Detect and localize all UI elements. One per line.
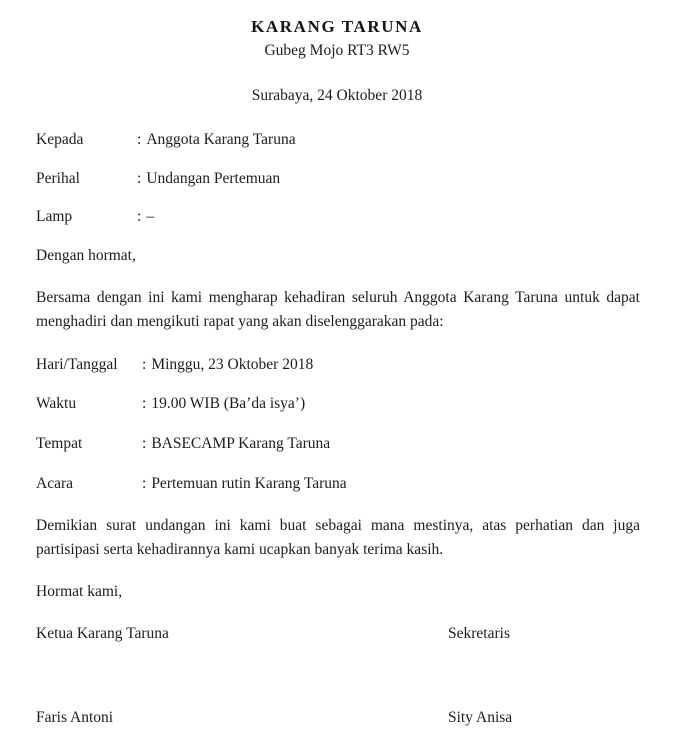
organization-title: KARANG TARUNA — [251, 17, 423, 36]
signature-name-left: Faris Antoni — [36, 709, 114, 727]
signature-title-left: Ketua Karang Taruna — [36, 625, 169, 643]
field-separator: : — [142, 355, 147, 373]
field-value-perihal: Undangan Pertemuan — [146, 169, 281, 187]
signature-titles-row — [36, 625, 674, 643]
field-value-kepada: Anggota Karang Taruna — [146, 131, 296, 149]
signature-block — [0, 625, 674, 727]
field-row-tempat — [36, 435, 674, 454]
field-row-waktu — [36, 395, 674, 414]
body-paragraph: Bersama dengan ini kami mengharap kehadiran seluruh Anggota Karang Taruna untuk dapat menghadiri dan mengikuti rapat yang akan diselenggarakan pada: — [36, 288, 640, 330]
field-separator: : — [137, 208, 142, 226]
field-row-lamp — [36, 208, 674, 227]
field-separator: : — [142, 435, 147, 453]
field-value-tempat: BASECAMP Karang Taruna — [151, 435, 331, 453]
letterhead — [0, 0, 674, 62]
field-value-waktu: 19.00 WIB (Ba’da isya’) — [151, 395, 306, 413]
field-row-acara — [36, 475, 674, 494]
salutation: Dengan hormat, — [36, 246, 136, 264]
signature-name-right: Sity Anisa — [448, 709, 513, 727]
field-row-hari-tanggal — [36, 356, 674, 375]
field-label-tempat: Tempat — [36, 435, 83, 453]
field-row-kepada — [36, 131, 674, 150]
closing-paragraph: Demikian surat undangan ini kami buat sebagai mana mestinya, atas perhatian dan juga partisipasi serta kehadirannya kami ucapkan banyak terima kasih. — [36, 517, 640, 559]
field-label-waktu: Waktu — [36, 395, 77, 413]
regards-line: Hormat kami, — [36, 583, 123, 601]
organization-address: Gubeg Mojo RT3 RW5 — [264, 42, 410, 60]
field-label-hari-tanggal: Hari/Tanggal — [36, 355, 118, 373]
meeting-details — [0, 356, 674, 493]
place-and-date: Surabaya, 24 Oktober 2018 — [251, 87, 423, 105]
field-value-hari-tanggal: Minggu, 23 Oktober 2018 — [151, 355, 314, 373]
field-label-lamp: Lamp — [36, 208, 73, 226]
field-separator: : — [137, 169, 142, 187]
field-label-perihal: Perihal — [36, 169, 80, 187]
field-label-acara: Acara — [36, 474, 73, 492]
field-separator: : — [142, 395, 147, 413]
field-value-acara: Pertemuan rutin Karang Taruna — [151, 474, 347, 492]
signature-title-right: Sekretaris — [448, 625, 510, 643]
field-row-perihal — [36, 170, 674, 189]
header-fields — [0, 131, 674, 227]
signature-names-row — [36, 709, 674, 727]
field-separator: : — [137, 131, 142, 149]
field-value-lamp: – — [146, 208, 155, 226]
field-separator: : — [142, 474, 147, 492]
field-label-kepada: Kepada — [36, 131, 84, 149]
